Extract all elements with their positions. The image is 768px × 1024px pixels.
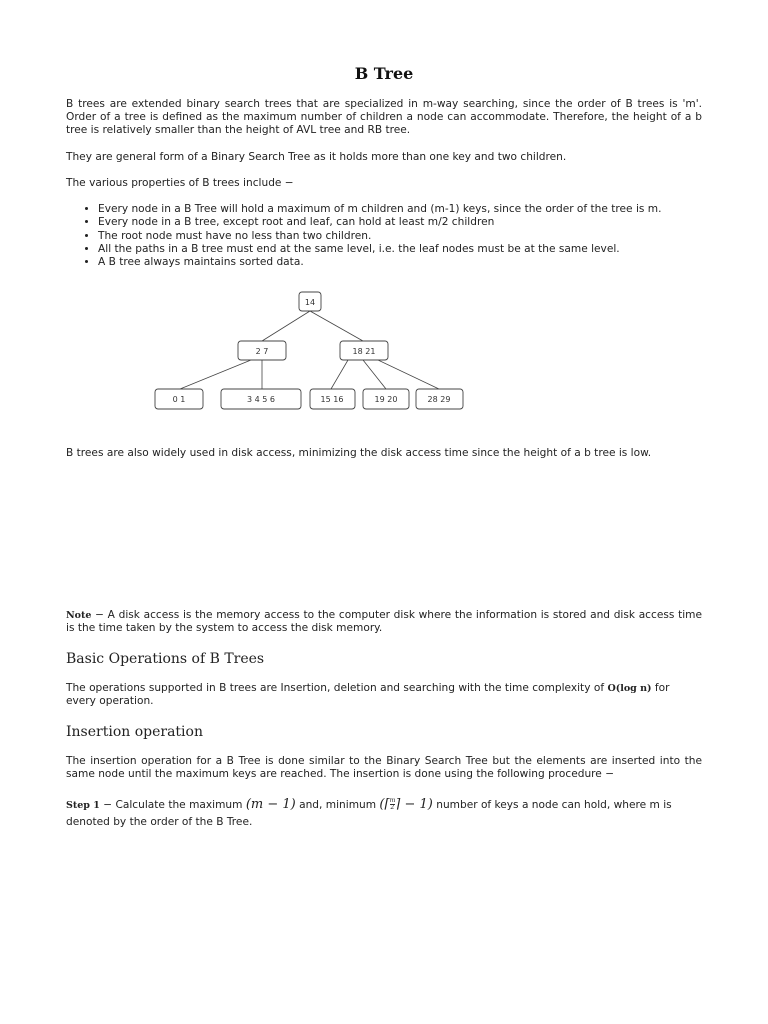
step-text: − Calculate the maximum [99,799,246,811]
node-keys: 14 [304,298,316,307]
page-title: B Tree [354,64,414,83]
note-label: Note [66,610,92,621]
edge [262,311,310,341]
list-item: • The root node must have no less than two children. [98,230,738,243]
note-text: − A disk access is the memory access to the computer disk where the information is stored and disk access time is the time taken by the system to access the disk memory. [66,609,702,634]
edge [363,360,386,389]
list-item: • Every node in a B Tree will hold a maximum of m children and (m-1) keys, since the order of the tree is m. [98,203,738,216]
list-item: • A B tree always maintains sorted data. [98,256,738,269]
step-text: and, minimum [295,799,380,811]
node-keys: 19 20 [374,395,398,404]
fraction-numerator: m [389,797,396,804]
edge [180,360,251,389]
node-keys: 0 1 [172,395,186,404]
min-keys-expression [379,797,432,812]
edge [310,311,363,341]
step-text: number of keys a node can hold, where m is denoted by the order of the B Tree. [66,799,672,828]
node-keys: 18 21 [352,347,376,356]
list-item: • All the paths in a B tree must end at the same level, i.e. the leaf nodes must be at the same level. [98,243,738,256]
node-keys: 15 16 [320,395,344,404]
intro-paragraph: B trees are extended binary search trees that are specialized in m-way searching, since the order of B trees is 'm'. Order of a tree is defined as the maximum number of children a node can accommodate. Therefore, the height of a b tree is relatively smaller than the height of AVL tree and RB tree. [66,98,702,136]
max-keys-expression: (m − 1) [245,797,296,812]
complexity-expression: O(log n) [607,683,652,694]
insertion-heading: Insertion operation [66,724,203,740]
step-1-paragraph [66,796,702,831]
basic-operations-heading: Basic Operations of B Trees [66,651,265,667]
edge [378,360,439,389]
note-paragraph [66,609,702,635]
node-keys: 3 4 5 6 [247,395,275,404]
node-keys: 2 7 [255,347,269,356]
insertion-paragraph: The insertion operation for a B Tree is done similar to the Binary Search Tree but the elements are inserted into the same node until the maximum keys are reached. The insertion is done using the following procedure − [66,755,702,780]
disk-access-paragraph: B trees are also widely used in disk access, minimizing the disk access time since the height of a b tree is low. [66,447,652,459]
math-close: ⌉ − 1) [395,797,433,812]
general-form-paragraph: They are general form of a Binary Search Tree as it holds more than one key and two children. [66,151,567,163]
step-label: Step 1 [66,800,100,811]
basic-operations-paragraph [66,682,702,708]
edge [331,360,348,389]
node-keys: 28 29 [427,395,451,404]
math-open: (⌈ [379,797,390,812]
list-item: • Every node in a B tree, except root and leaf, can hold at least m/2 children [98,216,738,229]
basic-ops-text: The operations supported in B trees are Insertion, deletion and searching with the time complexity of [66,682,608,694]
properties-intro: The various properties of B trees include − [66,177,294,189]
basic-ops-text-end: for every operation. [66,682,670,707]
fraction-denominator: 2 [390,804,395,811]
